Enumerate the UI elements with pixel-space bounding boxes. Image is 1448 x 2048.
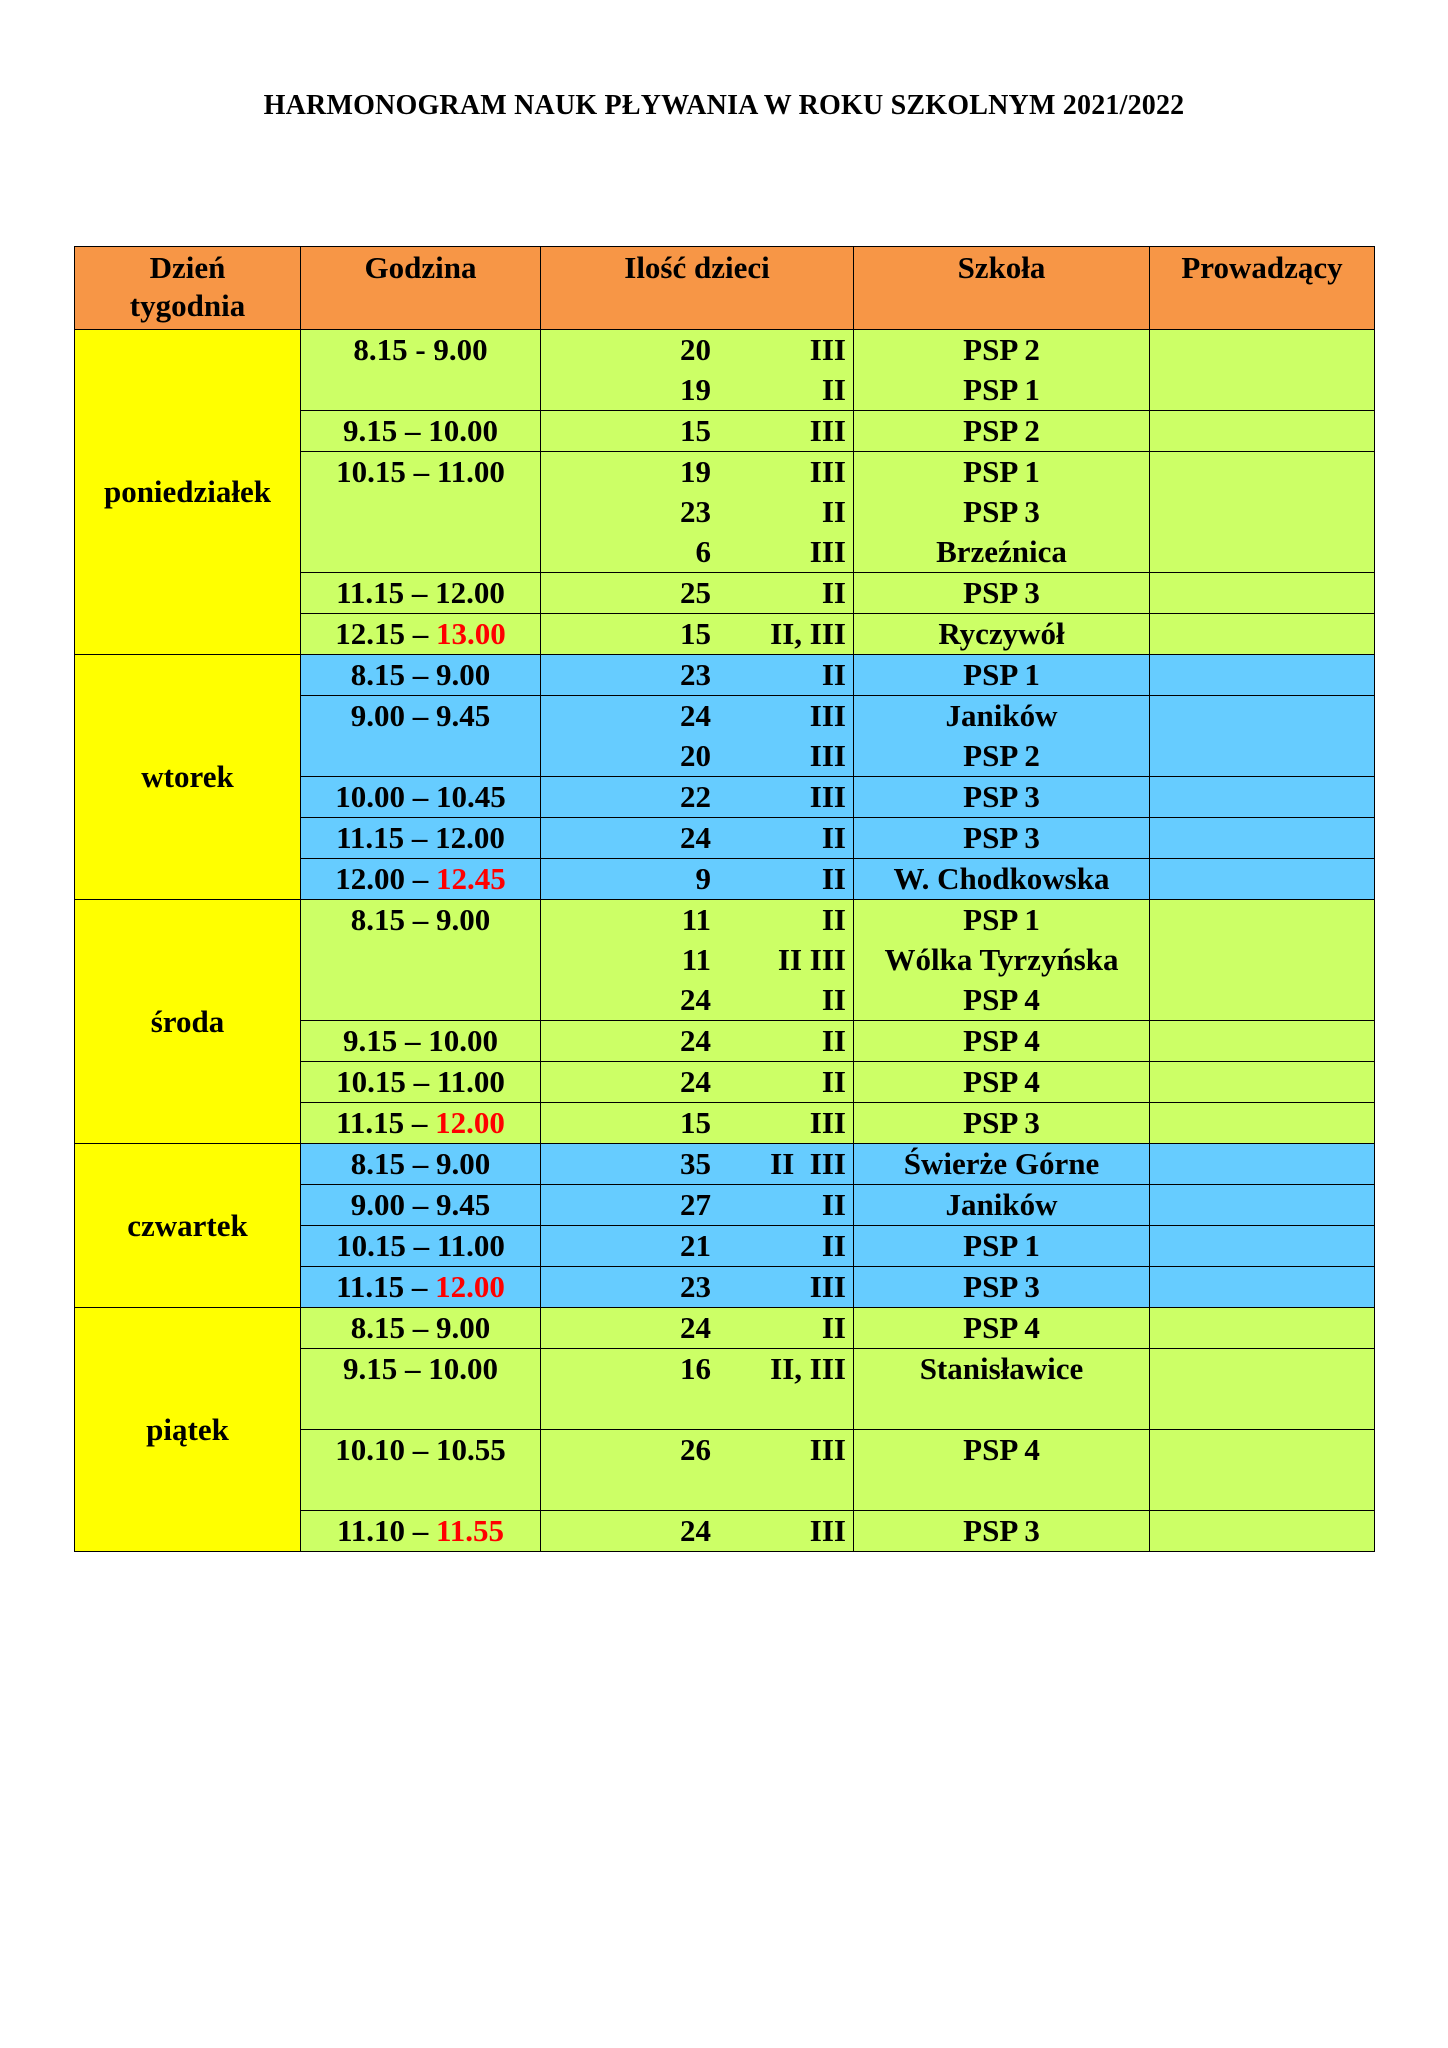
hour-separator: – [405, 1513, 436, 1548]
children-line [541, 452, 853, 492]
school-cell [854, 1103, 1150, 1144]
class-level: III [809, 1105, 846, 1140]
hour-cell [301, 1144, 541, 1185]
children-count: 6 [695, 534, 711, 569]
leader-cell [1150, 818, 1375, 859]
leader-cell [1150, 452, 1375, 573]
hour-separator: – [405, 902, 436, 937]
children-count: 24 [680, 820, 711, 855]
school-name: PSP 1 [963, 372, 1040, 407]
children-count: 11 [681, 902, 711, 937]
children-count: 23 [680, 657, 711, 692]
school-name: PSP 3 [963, 1269, 1040, 1304]
hour-cell [301, 777, 541, 818]
children-line [541, 859, 853, 899]
class-level: II III [777, 942, 846, 977]
hour-cell [301, 1349, 541, 1430]
children-cell [541, 614, 854, 655]
header-day-line2: tygodnia [129, 288, 246, 323]
class-level: III [809, 738, 846, 773]
day-cell: poniedziałek [75, 330, 301, 655]
leader-cell [1150, 1308, 1375, 1349]
children-cell [541, 1430, 854, 1511]
children-line [541, 900, 853, 940]
header-day-line1: Dzień [149, 250, 226, 285]
children-cell [541, 818, 854, 859]
hour-start: 12.00 [335, 861, 405, 896]
children-cell [541, 1021, 854, 1062]
children-line [541, 614, 853, 654]
hour-start: 11.15 [336, 820, 405, 855]
hour-start: 9.00 [350, 698, 405, 733]
children-count: 16 [680, 1351, 711, 1386]
class-level: III [809, 1513, 846, 1548]
class-level: II III [770, 1146, 846, 1181]
school-cell [854, 859, 1150, 900]
children-cell [541, 859, 854, 900]
school-cell [854, 452, 1150, 573]
hour-start: 8.15 [353, 332, 408, 367]
class-level: II [821, 372, 846, 407]
class-level: II [821, 1064, 846, 1099]
class-level: II [821, 861, 846, 896]
school-name: PSP 3 [963, 1513, 1040, 1548]
hour-start: 8.15 [350, 657, 405, 692]
school-cell [854, 573, 1150, 614]
school-cell [854, 1349, 1150, 1430]
hour-cell [301, 1511, 541, 1552]
hour-cell [301, 411, 541, 452]
hour-separator: – [397, 1023, 429, 1058]
hour-end: 9.00 [436, 657, 491, 692]
hour-separator: – [405, 1432, 436, 1467]
hour-separator: – [397, 413, 429, 448]
children-line [541, 1185, 853, 1225]
school-name: Wólka Tyrzyńska [884, 942, 1119, 977]
class-level: III [809, 1432, 846, 1467]
class-level: II [821, 1187, 846, 1222]
school-name: PSP 4 [963, 982, 1040, 1017]
leader-cell [1150, 696, 1375, 777]
school-cell [854, 411, 1150, 452]
hour-start: 9.15 [343, 1351, 398, 1386]
school-name: PSP 2 [963, 738, 1040, 773]
children-line [541, 1062, 853, 1102]
class-level: III [809, 332, 846, 367]
hour-separator: – [405, 1187, 436, 1222]
hour-start: 8.15 [350, 1146, 405, 1181]
hour-end: 12.00 [435, 820, 505, 855]
school-name: PSP 1 [963, 657, 1040, 692]
hour-end: 9.00 [436, 1146, 491, 1181]
children-count: 15 [680, 413, 711, 448]
children-cell [541, 452, 854, 573]
hour-start: 9.15 [343, 1023, 398, 1058]
school-name: PSP 1 [963, 1228, 1040, 1263]
leader-cell [1150, 859, 1375, 900]
school-name: PSP 1 [963, 454, 1040, 489]
hour-separator: – [404, 575, 436, 610]
hour-cell [301, 900, 541, 1021]
children-cell [541, 1103, 854, 1144]
children-line [541, 1267, 853, 1307]
hour-separator: - [407, 332, 434, 367]
hour-start: 8.15 [350, 1310, 405, 1345]
children-count: 23 [680, 494, 711, 529]
hour-separator: – [397, 1351, 429, 1386]
school-name: Janików [945, 1187, 1058, 1222]
hour-end: 9.00 [436, 1310, 491, 1345]
children-count: 25 [680, 575, 711, 610]
hour-cell [301, 1226, 541, 1267]
header-day [75, 247, 301, 330]
children-count: 9 [695, 861, 711, 896]
hour-end: 11.00 [436, 454, 505, 489]
school-name: PSP 2 [963, 413, 1040, 448]
children-line [541, 736, 853, 776]
school-name: PSP 3 [963, 820, 1040, 855]
hour-cell [301, 614, 541, 655]
leader-cell [1150, 1511, 1375, 1552]
leader-cell [1150, 1349, 1375, 1430]
children-line [541, 1349, 853, 1389]
school-name: Janików [945, 698, 1058, 733]
hour-end: 12.00 [435, 1105, 505, 1140]
class-level: II [821, 575, 846, 610]
school-name: PSP 3 [963, 1105, 1040, 1140]
class-level: II [821, 820, 846, 855]
hour-start: 10.15 [336, 1228, 406, 1263]
leader-cell [1150, 573, 1375, 614]
children-line [541, 1308, 853, 1348]
class-level: III [809, 779, 846, 814]
children-line [541, 492, 853, 532]
school-cell [854, 1267, 1150, 1308]
school-name: PSP 3 [963, 779, 1040, 814]
children-count: 20 [680, 332, 711, 367]
hour-cell [301, 1103, 541, 1144]
hour-end: 12.00 [435, 1269, 505, 1304]
day-cell: czwartek [75, 1144, 301, 1308]
leader-cell [1150, 1267, 1375, 1308]
header-leader: Prowadzący [1150, 247, 1375, 330]
hour-separator: – [405, 454, 437, 489]
hour-end: 12.00 [435, 575, 505, 610]
hour-separator: – [405, 657, 436, 692]
children-count: 19 [680, 454, 711, 489]
hour-end: 9.00 [433, 332, 488, 367]
leader-cell [1150, 655, 1375, 696]
hour-start: 11.15 [336, 1269, 405, 1304]
hour-start: 11.15 [336, 1105, 405, 1140]
school-cell [854, 1185, 1150, 1226]
hour-cell [301, 1430, 541, 1511]
hour-separator: – [405, 1228, 437, 1263]
children-count: 21 [680, 1228, 711, 1263]
children-cell [541, 655, 854, 696]
hour-end: 10.45 [436, 779, 506, 814]
children-line [541, 940, 853, 980]
leader-cell [1150, 1226, 1375, 1267]
leader-cell [1150, 777, 1375, 818]
hour-cell [301, 1021, 541, 1062]
children-cell [541, 1226, 854, 1267]
children-line [541, 411, 853, 451]
hour-end: 10.00 [428, 413, 498, 448]
school-cell [854, 655, 1150, 696]
school-name: PSP 4 [963, 1310, 1040, 1345]
school-name: W. Chodkowska [893, 861, 1110, 896]
school-cell [854, 1308, 1150, 1349]
hour-end: 11.00 [436, 1228, 505, 1263]
children-count: 11 [681, 942, 711, 977]
header-hour: Godzina [301, 247, 541, 330]
class-level: II [821, 1228, 846, 1263]
hour-end: 11.00 [436, 1064, 505, 1099]
class-level: III [809, 454, 846, 489]
children-cell [541, 1144, 854, 1185]
header-row [75, 247, 1375, 330]
leader-cell [1150, 1103, 1375, 1144]
children-cell [541, 573, 854, 614]
hour-separator: – [405, 1064, 437, 1099]
hour-cell [301, 1185, 541, 1226]
hour-start: 9.15 [343, 413, 398, 448]
hour-separator: – [404, 820, 436, 855]
children-count: 24 [680, 1064, 711, 1099]
leader-cell [1150, 614, 1375, 655]
school-name: PSP 2 [963, 332, 1040, 367]
school-cell [854, 614, 1150, 655]
schedule-row [75, 900, 1375, 1021]
class-level: II [821, 1310, 846, 1345]
school-name: PSP 4 [963, 1064, 1040, 1099]
children-count: 27 [680, 1187, 711, 1222]
school-name: Brzeźnica [936, 534, 1067, 569]
school-cell [854, 1430, 1150, 1511]
children-cell [541, 777, 854, 818]
children-line [541, 573, 853, 613]
class-level: II [821, 902, 846, 937]
leader-cell [1150, 1144, 1375, 1185]
hour-start: 11.15 [336, 575, 405, 610]
school-name: PSP 1 [963, 902, 1040, 937]
class-level: II, III [770, 616, 846, 651]
day-cell: piątek [75, 1308, 301, 1552]
school-cell [854, 330, 1150, 411]
children-cell [541, 1511, 854, 1552]
swimming-schedule-table [74, 246, 1375, 1552]
hour-start: 11.10 [336, 1513, 405, 1548]
leader-cell [1150, 1430, 1375, 1511]
hour-start: 10.10 [335, 1432, 405, 1467]
children-count: 15 [680, 616, 711, 651]
header-school: Szkoła [854, 247, 1150, 330]
children-count: 24 [680, 1310, 711, 1345]
class-level: III [809, 698, 846, 733]
leader-cell [1150, 1062, 1375, 1103]
school-cell [854, 1511, 1150, 1552]
school-cell [854, 1144, 1150, 1185]
children-cell [541, 411, 854, 452]
children-line [541, 696, 853, 736]
hour-cell [301, 1062, 541, 1103]
children-line [541, 330, 853, 370]
hour-cell [301, 573, 541, 614]
hour-start: 12.15 [335, 616, 405, 651]
class-level: II [821, 494, 846, 529]
children-count: 20 [680, 738, 711, 773]
school-cell [854, 900, 1150, 1021]
school-cell [854, 777, 1150, 818]
schedule-row [75, 1308, 1375, 1349]
leader-cell [1150, 1021, 1375, 1062]
school-name: Świerże Górne [903, 1146, 1100, 1181]
hour-end: 11.55 [436, 1513, 505, 1548]
children-count: 24 [680, 982, 711, 1017]
children-cell [541, 1349, 854, 1430]
class-level: II [821, 657, 846, 692]
school-name: PSP 4 [963, 1432, 1040, 1467]
day-cell: środa [75, 900, 301, 1144]
hour-end: 10.00 [428, 1023, 498, 1058]
children-line [541, 1226, 853, 1266]
school-name: PSP 3 [963, 575, 1040, 610]
children-count: 23 [680, 1269, 711, 1304]
hour-separator: – [405, 779, 436, 814]
children-count: 15 [680, 1105, 711, 1140]
schedule-row [75, 330, 1375, 411]
hour-separator: – [404, 1269, 436, 1304]
schedule-row [75, 1144, 1375, 1185]
hour-separator: – [404, 1105, 436, 1140]
hour-end: 9.00 [436, 902, 491, 937]
children-count: 24 [680, 1513, 711, 1548]
hour-cell [301, 818, 541, 859]
hour-cell [301, 696, 541, 777]
children-cell [541, 900, 854, 1021]
hour-start: 8.15 [350, 902, 405, 937]
school-cell [854, 1226, 1150, 1267]
class-level: II [821, 982, 846, 1017]
school-name: PSP 3 [963, 494, 1040, 529]
children-count: 24 [680, 698, 711, 733]
class-level: III [809, 534, 846, 569]
hour-start: 10.00 [335, 779, 405, 814]
hour-cell [301, 1267, 541, 1308]
leader-cell [1150, 411, 1375, 452]
school-cell [854, 696, 1150, 777]
hour-start: 10.15 [336, 454, 406, 489]
hour-start: 9.00 [350, 1187, 405, 1222]
day-cell: wtorek [75, 655, 301, 900]
hour-end: 10.55 [436, 1432, 506, 1467]
children-cell [541, 330, 854, 411]
children-line [541, 1021, 853, 1061]
children-line [541, 818, 853, 858]
children-count: 22 [680, 779, 711, 814]
school-cell [854, 818, 1150, 859]
hour-end: 12.45 [436, 861, 506, 896]
hour-separator: – [405, 616, 436, 651]
children-line [541, 980, 853, 1020]
children-line [541, 1103, 853, 1143]
school-cell [854, 1062, 1150, 1103]
hour-cell [301, 859, 541, 900]
hour-separator: – [405, 698, 436, 733]
schedule-body [75, 330, 1375, 1552]
hour-cell [301, 330, 541, 411]
children-count: 19 [680, 372, 711, 407]
header-children: Ilość dzieci [541, 247, 854, 330]
hour-end: 9.45 [436, 698, 491, 733]
schedule-row [75, 655, 1375, 696]
hour-separator: – [405, 1310, 436, 1345]
class-level: III [809, 1269, 846, 1304]
class-level: II [821, 1023, 846, 1058]
children-line [541, 1144, 853, 1184]
children-cell [541, 1308, 854, 1349]
school-cell [854, 1021, 1150, 1062]
children-line [541, 1511, 853, 1551]
school-name: Ryczywół [938, 616, 1065, 651]
hour-cell [301, 452, 541, 573]
school-name: Stanisławice [919, 1351, 1084, 1386]
hour-cell [301, 655, 541, 696]
hour-end: 9.45 [436, 1187, 491, 1222]
children-line [541, 655, 853, 695]
leader-cell [1150, 330, 1375, 411]
hour-end: 13.00 [436, 616, 506, 651]
children-line [541, 370, 853, 410]
children-line [541, 532, 853, 572]
hour-end: 10.00 [428, 1351, 498, 1386]
school-name: PSP 4 [963, 1023, 1040, 1058]
children-count: 35 [680, 1146, 711, 1181]
children-cell [541, 1267, 854, 1308]
hour-separator: – [405, 1146, 436, 1181]
hour-start: 10.15 [336, 1064, 406, 1099]
class-level: III [809, 413, 846, 448]
children-line [541, 777, 853, 817]
children-count: 26 [680, 1432, 711, 1467]
leader-cell [1150, 1185, 1375, 1226]
children-cell [541, 696, 854, 777]
children-cell [541, 1185, 854, 1226]
hour-cell [301, 1308, 541, 1349]
class-level: II, III [770, 1351, 846, 1386]
leader-cell [1150, 900, 1375, 1021]
hour-separator: – [405, 861, 436, 896]
children-count: 24 [680, 1023, 711, 1058]
page-title: HARMONOGRAM NAUK PŁYWANIA W ROKU SZKOLNYM 2021/2022 [263, 90, 1185, 121]
children-line [541, 1430, 853, 1470]
children-cell [541, 1062, 854, 1103]
